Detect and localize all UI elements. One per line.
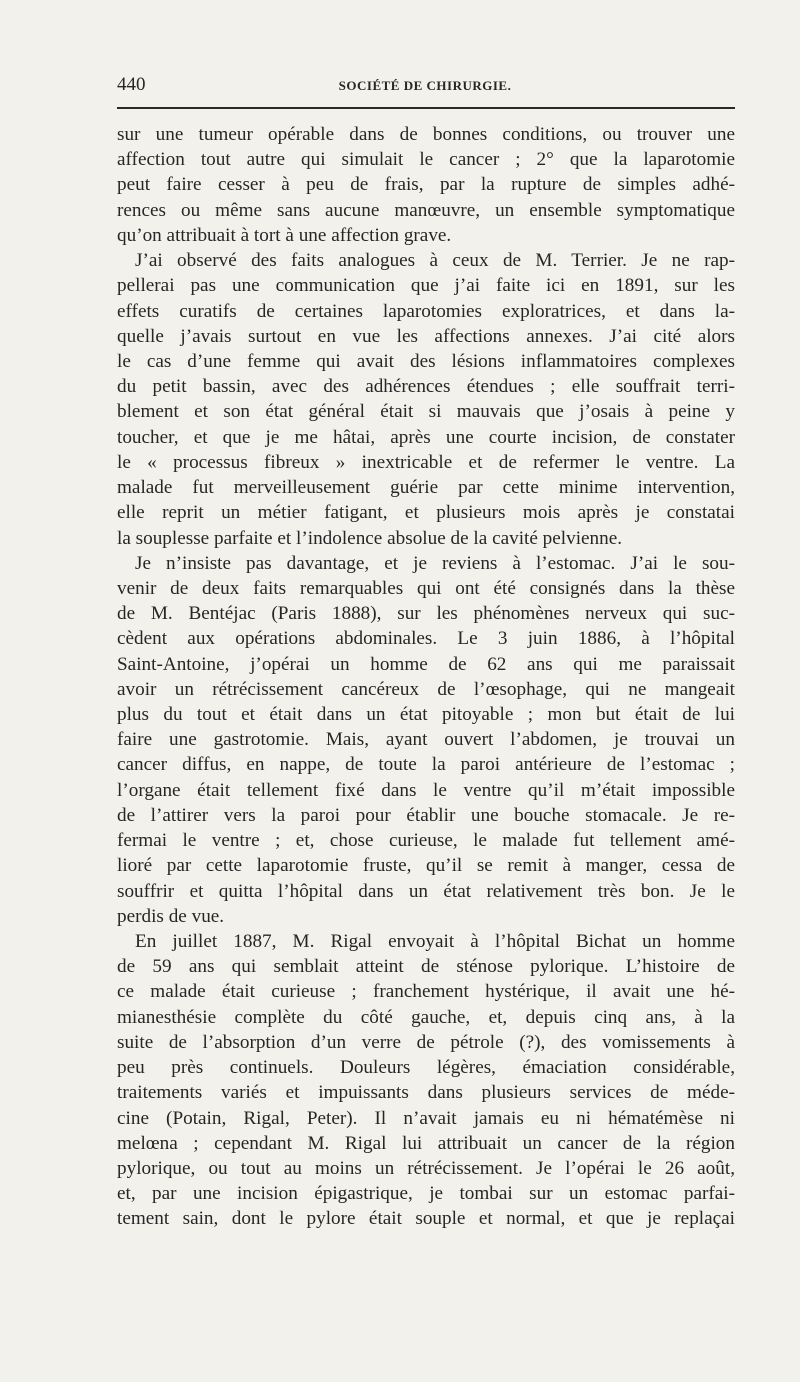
text-line: peut faire cesser à peu de frais, par la rupture de simples adhé-: [117, 174, 735, 196]
text-line: fermai le ventre ; et, chose curieuse, le malade fut tellement amé-: [117, 830, 735, 852]
text-line: En juillet 1887, M. Rigal envoyait à l’hôpital Bichat un homme: [135, 931, 735, 952]
text-line: ce malade était curieuse ; franchement hystérique, il avait une hé-: [117, 981, 735, 1003]
text-line: de M. Bentéjac (Paris 1888), sur les phénomènes nerveux qui suc-: [117, 603, 735, 625]
text-line: tement sain, dont le pylore était souple et normal, et que je replaçai: [117, 1208, 735, 1230]
text-line: perdis de vue.: [117, 905, 225, 927]
paragraph: [117, 929, 735, 1232]
text-line: de l’attirer vers la paroi pour établir une bouche stomacale. Je re-: [117, 804, 735, 826]
text-line: cine (Potain, Rigal, Peter). Il n’avait jamais eu ni hématémèse ni: [117, 1107, 735, 1129]
text-line: cancer diffus, en nappe, de toute la paroi antérieure de l’estomac ;: [117, 754, 735, 776]
page-number: 440: [117, 74, 146, 95]
text-line: du petit bassin, avec des adhérences étendues ; elle souffrait terri-: [117, 376, 735, 398]
text-line: lioré par cette laparotomie fruste, qu’il se remit à manger, cessa de: [117, 855, 735, 877]
text-line: et, par une incision épigastrique, je tombai sur un estomac parfai-: [117, 1183, 735, 1205]
text-line: sur une tumeur opérable dans de bonnes conditions, ou trouver une: [117, 124, 735, 145]
text-line: effets curatifs de certaines laparotomies exploratrices, et dans la-: [117, 300, 735, 322]
text-line: quelle j’avais surtout en vue les affections annexes. J’ai cité alors: [117, 325, 735, 347]
paragraph: [117, 551, 735, 929]
text-line: la souplesse parfaite et l’indolence absolue de la cavité pelvienne.: [117, 527, 623, 549]
text-line: traitements variés et impuissants dans plusieurs services de méde-: [117, 1082, 735, 1104]
text-line: de 59 ans qui semblait atteint de sténose pylorique. L’histoire de: [117, 956, 735, 978]
text-line: toucher, et que je me hâtai, après une courte incision, de constater: [117, 426, 735, 448]
text-line: J’ai observé des faits analogues à ceux de M. Terrier. Je ne rap-: [135, 250, 735, 272]
header-rule: [117, 107, 735, 109]
text-line: blement et son état général était si mauvais que j’osais à peine y: [117, 401, 735, 423]
text-line: avoir un rétrécissement cancéreux de l’œsophage, qui ne mangeait: [117, 678, 735, 700]
text-line: Saint-Antoine, j’opérai un homme de 62 ans qui me paraissait: [117, 653, 735, 675]
text-line: qu’on attribuait à tort à une affection grave.: [117, 224, 452, 246]
paragraph: [117, 248, 735, 551]
text-line: pellerai pas une communication que j’ai faite ici en 1891, sur les: [117, 275, 735, 297]
text-line: rences ou même sans aucune manœuvre, un ensemble symptomatique: [117, 199, 735, 221]
text-line: Je n’insiste pas davantage, et je reviens à l’estomac. J’ai le sou-: [135, 552, 735, 574]
running-title: SOCIÉTÉ DE CHIRURGIE.: [338, 78, 512, 93]
body-text: [117, 122, 735, 1232]
text-line: suite de l’absorption d’un verre de pétrole (?), des vomissements à: [117, 1031, 735, 1053]
text-line: l’organe était tellement fixé dans le ventre qu’il m’était impossible: [117, 779, 735, 801]
text-line: pylorique, ou tout au moins un rétrécissement. Je l’opérai le 26 août,: [117, 1157, 735, 1179]
paragraph: [117, 122, 735, 248]
text-line: faire une gastrotomie. Mais, ayant ouvert l’abdomen, je trouvai un: [117, 729, 735, 751]
text-line: cèdent aux opérations abdominales. Le 3 juin 1886, à l’hôpital: [117, 628, 735, 650]
text-line: elle reprit un métier fatigant, et plusieurs mois après je constatai: [117, 502, 735, 524]
text-line: malade fut merveilleusement guérie par cette minime intervention,: [117, 477, 735, 499]
text-line: peu près continuels. Douleurs légères, émaciation considérable,: [117, 1057, 735, 1079]
text-line: melœna ; cependant M. Rigal lui attribuait un cancer de la région: [117, 1132, 735, 1154]
text-line: le cas d’une femme qui avait des lésions inflammatoires complexes: [117, 350, 735, 372]
text-line: venir de deux faits remarquables qui ont été consignés dans la thèse: [117, 577, 735, 599]
text-line: souffrir et quitta l’hôpital dans un état relativement très bon. Je le: [117, 880, 735, 902]
text-line: affection tout autre qui simulait le cancer ; 2° que la laparotomie: [117, 149, 735, 171]
text-line: mianesthésie complète du côté gauche, et, depuis cinq ans, à la: [117, 1006, 735, 1028]
text-line: le « processus fibreux » inextricable et de refermer le ventre. La: [117, 451, 735, 473]
text-line: plus du tout et était dans un état pitoyable ; mon but était de lui: [117, 704, 735, 726]
